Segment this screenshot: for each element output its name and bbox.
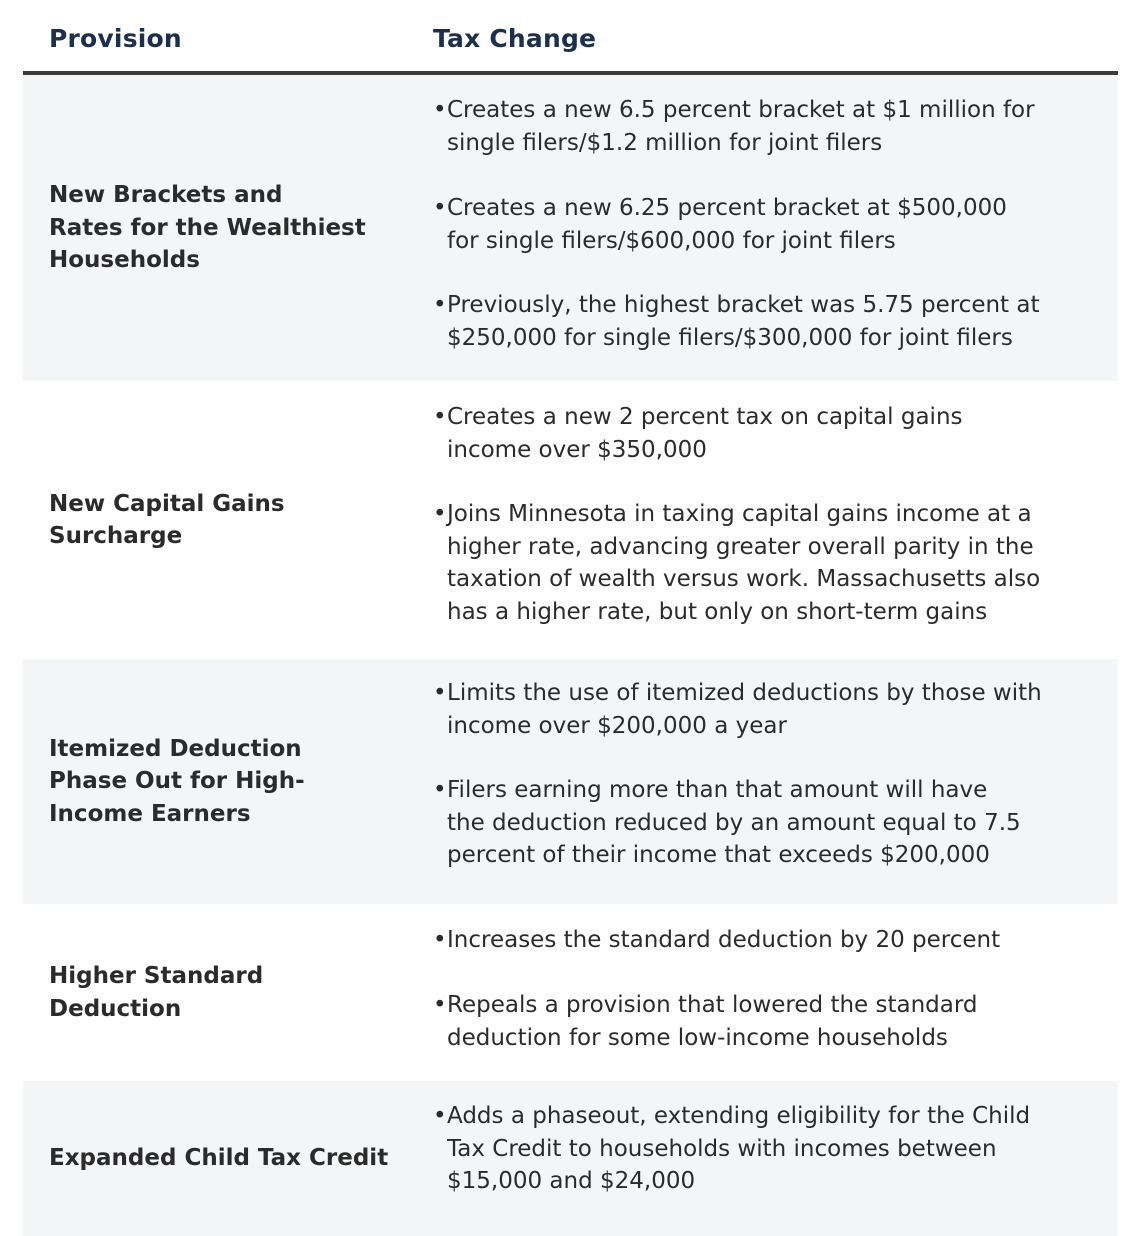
provision-label: New Brackets and Rates for the Wealthiest Households	[49, 182, 366, 274]
change-bullet: • Previously, the highest bracket was 5.75 percent at $250,000 for single filers/$300,000 for joint filers	[433, 289, 1040, 354]
provision-cell	[23, 1081, 433, 1236]
table-header	[23, 0, 1118, 75]
change-bullet: • Joins Minnesota in taxing capital gains income at a higher rate, advancing greater overall parity in the taxation of wealth versus work. Massachusetts also has a higher rate, but only on short-term gains	[433, 498, 1040, 628]
table-row	[23, 381, 1118, 659]
provision-cell	[23, 75, 433, 381]
provision-column-header: Provision	[49, 24, 182, 53]
tax-change-column-header: Tax Change	[433, 24, 597, 53]
provision-label: Expanded Child Tax Credit	[49, 1145, 389, 1172]
change-bullet: • Creates a new 2 percent tax on capital gains income over $350,000	[433, 401, 963, 466]
change-bullet: • Increases the standard deduction by 20 percent	[433, 924, 1000, 957]
change-bullet: • Creates a new 6.5 percent bracket at $1 million for single filers/$1.2 million for joint filers	[433, 94, 1035, 159]
table-row	[23, 75, 1118, 381]
provision-cell	[23, 904, 433, 1081]
table-row	[23, 1081, 1118, 1236]
tax-provisions-table	[23, 0, 1118, 1236]
change-bullet: • Filers earning more than that amount will have the deduction reduced by an amount equal to 7.5 percent of their income that exceeds $200,000	[433, 774, 1021, 872]
provision-cell	[23, 381, 433, 659]
change-bullet: • Adds a phaseout, extending eligibility for the Child Tax Credit to households with incomes between $15,000 and $24,000	[433, 1100, 1030, 1198]
change-bullet: • Limits the use of itemized deductions by those with income over $200,000 a year	[433, 677, 1042, 742]
provision-label: Higher Standard Deduction	[49, 963, 264, 1022]
table-row	[23, 904, 1118, 1081]
provision-label: New Capital Gains Surcharge	[49, 490, 285, 549]
table-row	[23, 659, 1118, 904]
change-bullet: • Repeals a provision that lowered the standard deduction for some low-income households	[433, 989, 978, 1054]
provision-cell	[23, 659, 433, 904]
provision-label: Itemized Deduction Phase Out for High- Income Earners	[49, 735, 305, 827]
change-bullet: • Creates a new 6.25 percent bracket at $500,000 for single filers/$600,000 for joint filers	[433, 192, 1007, 257]
